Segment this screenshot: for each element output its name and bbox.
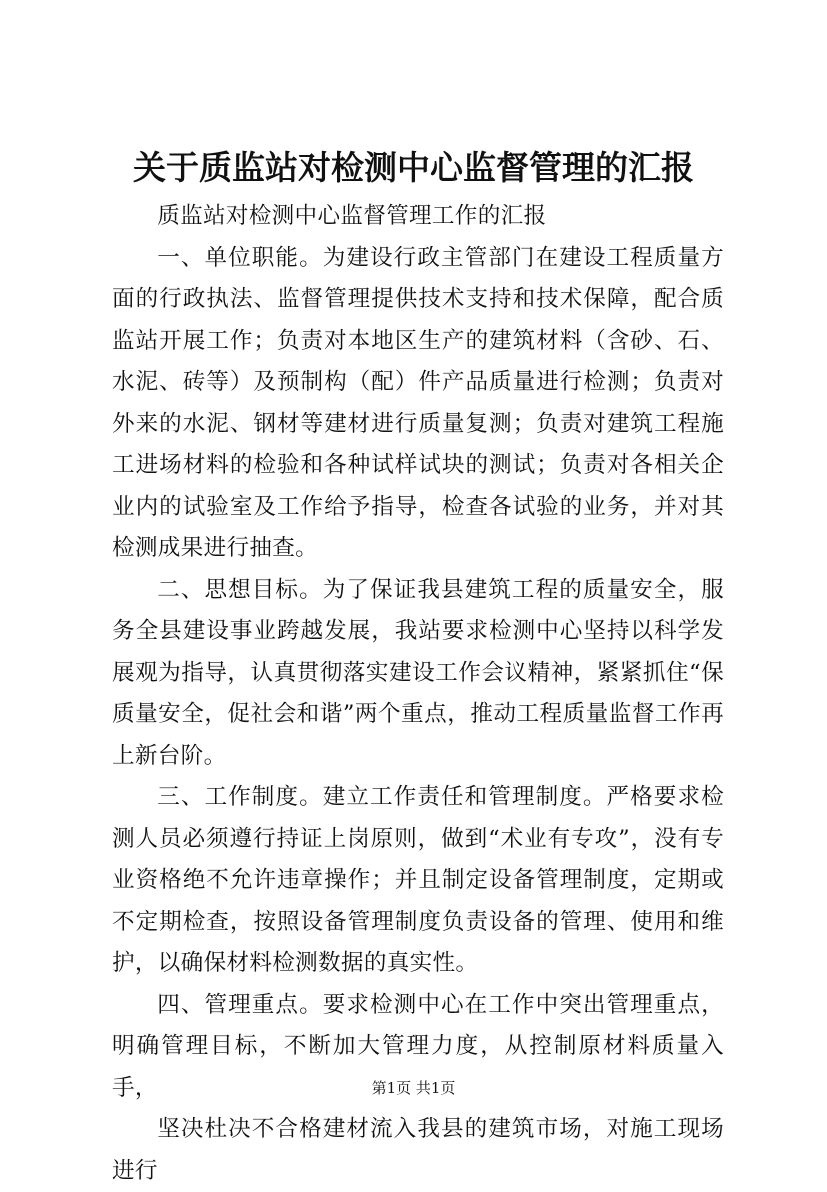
document-body <box>112 196 724 1192</box>
paragraph-continuation: 坚决杜决不合格建材流入我县的建筑市场，对施工现场进行 <box>112 1116 724 1184</box>
paragraph-goals: 二、思想目标。为了保证我县建筑工程的质量安全，服务全县建设事业跨越发展，我站要求检测中心坚持以科学发展观为指导，认真贯彻落实建设工作会议精神，紧紧抓住“保质量安全，促社会和谐”两个重点，推动工程质量监督工作再上新台阶。 <box>112 576 724 769</box>
paragraph-system: 三、工作制度。建立工作责任和管理制度。严格要求检测人员必须遵行持证上岗原则，做到“术业有专攻”，没有专业资格绝不允许违章操作；并且制定设备管理制度，定期或不定期检查，按照设备管理制度负责设备的管理、使用和维护，以确保材料检测数据的真实性。 <box>112 784 724 976</box>
page-number-footer: 第1页 共1页 <box>371 1079 456 1097</box>
paragraph-focus: 四、管理重点。要求检测中心在工作中突出管理重点，明确管理目标，不断加大管理力度，从控制原材料质量入手， <box>112 991 724 1101</box>
document-subtitle: 质监站对检测中心监督管理工作的汇报 <box>157 203 547 229</box>
paragraph-duties: 一、单位职能。为建设行政主管部门在建设工程质量方面的行政执法、监督管理提供技术支持和技术保障，配合质监站开展工作；负责对本地区生产的建筑材料（含砂、石、水泥、砖等）及预制构（配）件产品质量进行检测；负责对外来的水泥、钢材等建材进行质量复测；负责对建筑工程施工进场材料的检验和各种试样试块的测试；负责对各相关企业内的试验室及工作给予指导，检查各试验的业务，并对其检测成果进行抽查。 <box>112 244 724 561</box>
document-title: 关于质监站对检测中心监督管理的汇报 <box>133 148 694 187</box>
